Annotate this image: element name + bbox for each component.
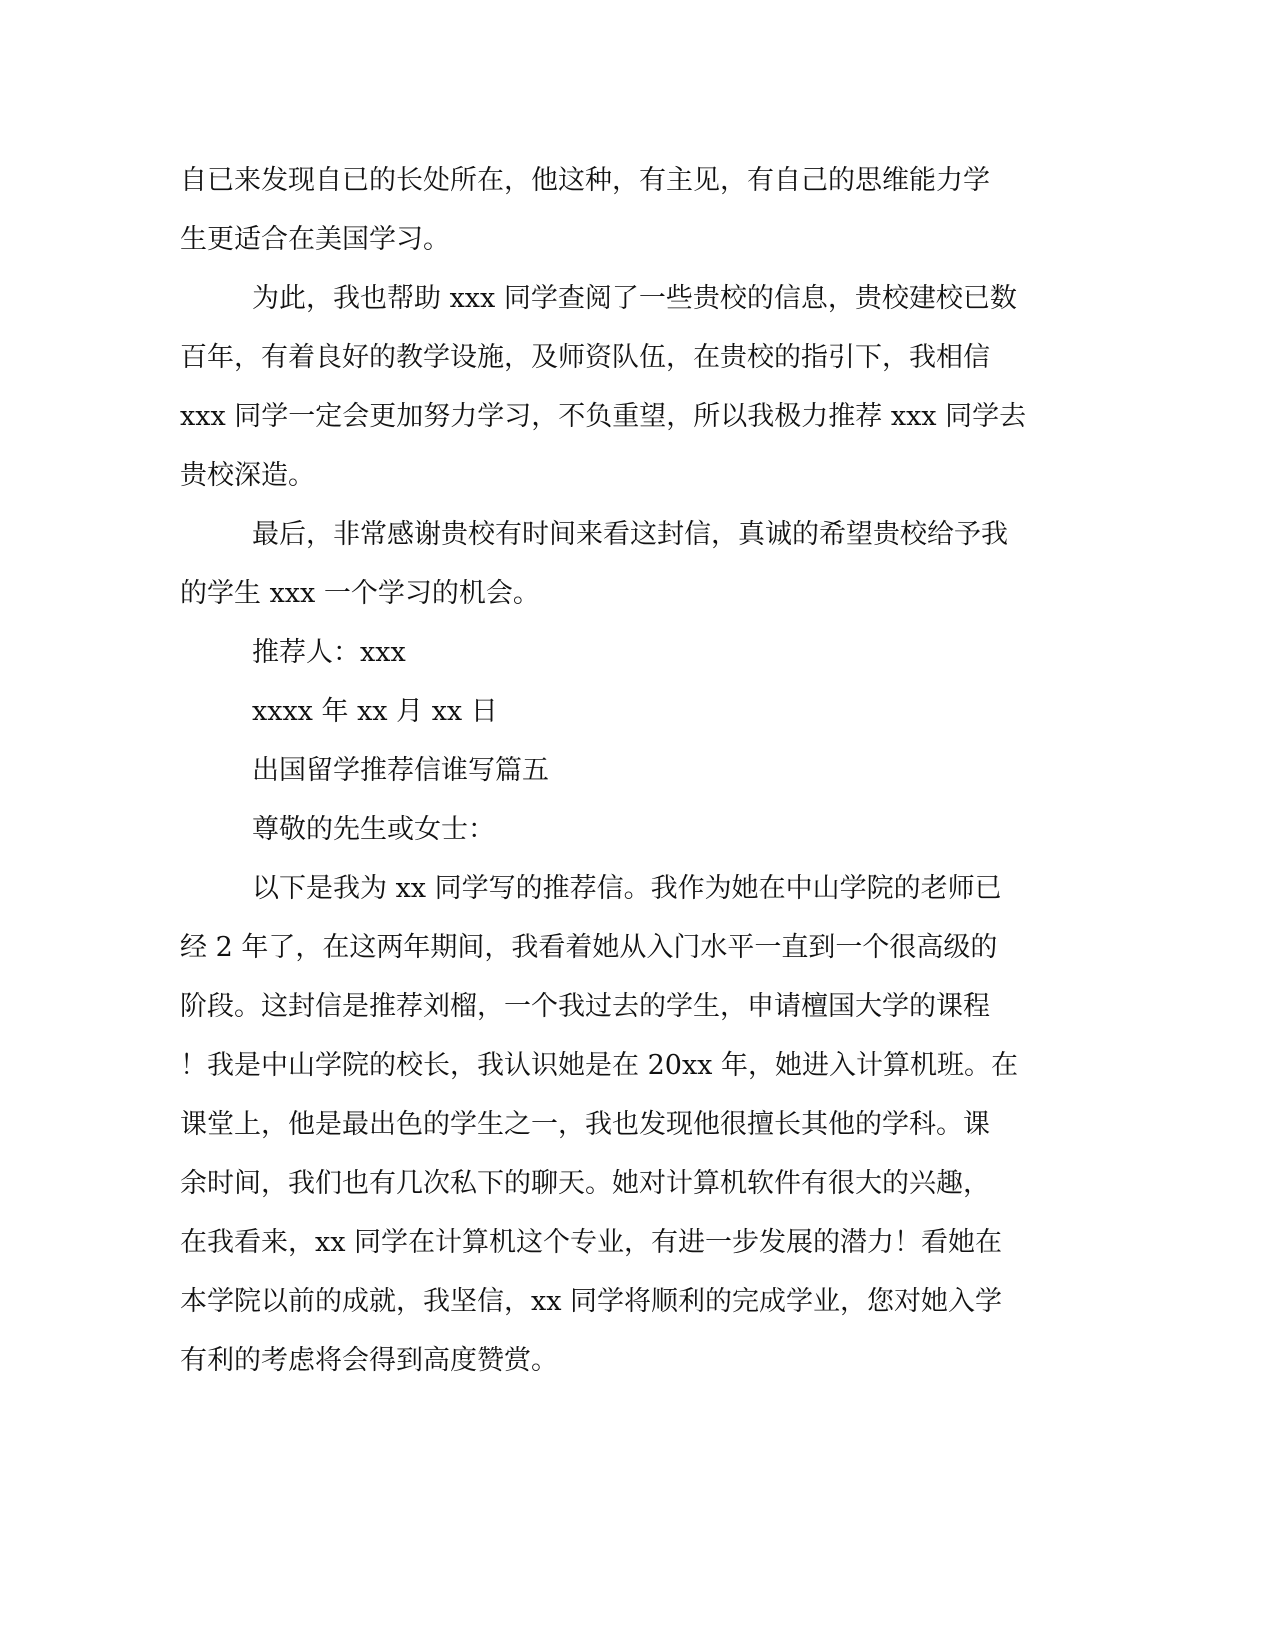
paragraph-line: 贵校深造。 [180, 460, 315, 491]
recommender-line: 推荐人：xxx [252, 637, 406, 668]
paragraph-line: 百年，有着良好的教学设施，及师资队伍，在贵校的指引下，我相信 [180, 342, 990, 373]
salutation: 尊敬的先生或女士： [252, 814, 495, 845]
paragraph-line: 课堂上，他是最出色的学生之一，我也发现他很擅长其他的学科。课 [180, 1109, 990, 1140]
paragraph-line: 以下是我为 xx 同学写的推荐信。我作为她在中山学院的老师已 [252, 873, 1002, 904]
paragraph-line: 的学生 xxx 一个学习的机会。 [180, 578, 540, 609]
paragraph-line: ！我是中山学院的校长，我认识她是在 20xx 年，她进入计算机班。在 [180, 1050, 1018, 1081]
date-line: xxxx 年 xx 月 xx 日 [252, 696, 498, 727]
paragraph-line: 生更适合在美国学习。 [180, 224, 450, 255]
paragraph-line: 阶段。这封信是推荐刘榴，一个我过去的学生，申请檀国大学的课程 [180, 991, 990, 1022]
paragraph-line: 最后，非常感谢贵校有时间来看这封信，真诚的希望贵校给予我 [252, 519, 1008, 550]
section-heading: 出国留学推荐信谁写篇五 [252, 755, 549, 786]
paragraph-line: 为此，我也帮助 xxx 同学查阅了一些贵校的信息，贵校建校已数 [252, 283, 1017, 314]
paragraph-line: 在我看来，xx 同学在计算机这个专业，有进一步发展的潜力！看她在 [180, 1227, 1003, 1258]
paragraph-line: 有利的考虑将会得到高度赞赏。 [180, 1345, 558, 1376]
paragraph-line: 自已来发现自已的长处所在，他这种，有主见，有自己的思维能力学 [180, 165, 990, 196]
paragraph-line: xxx 同学一定会更加努力学习，不负重望，所以我极力推荐 xxx 同学去 [180, 401, 1027, 432]
paragraph-line: 本学院以前的成就，我坚信，xx 同学将顺利的完成学业，您对她入学 [180, 1286, 1003, 1317]
paragraph-line: 经 2 年了，在这两年期间，我看着她从入门水平一直到一个很高级的 [180, 932, 998, 963]
paragraph-line: 余时间，我们也有几次私下的聊天。她对计算机软件有很大的兴趣， [180, 1168, 990, 1199]
